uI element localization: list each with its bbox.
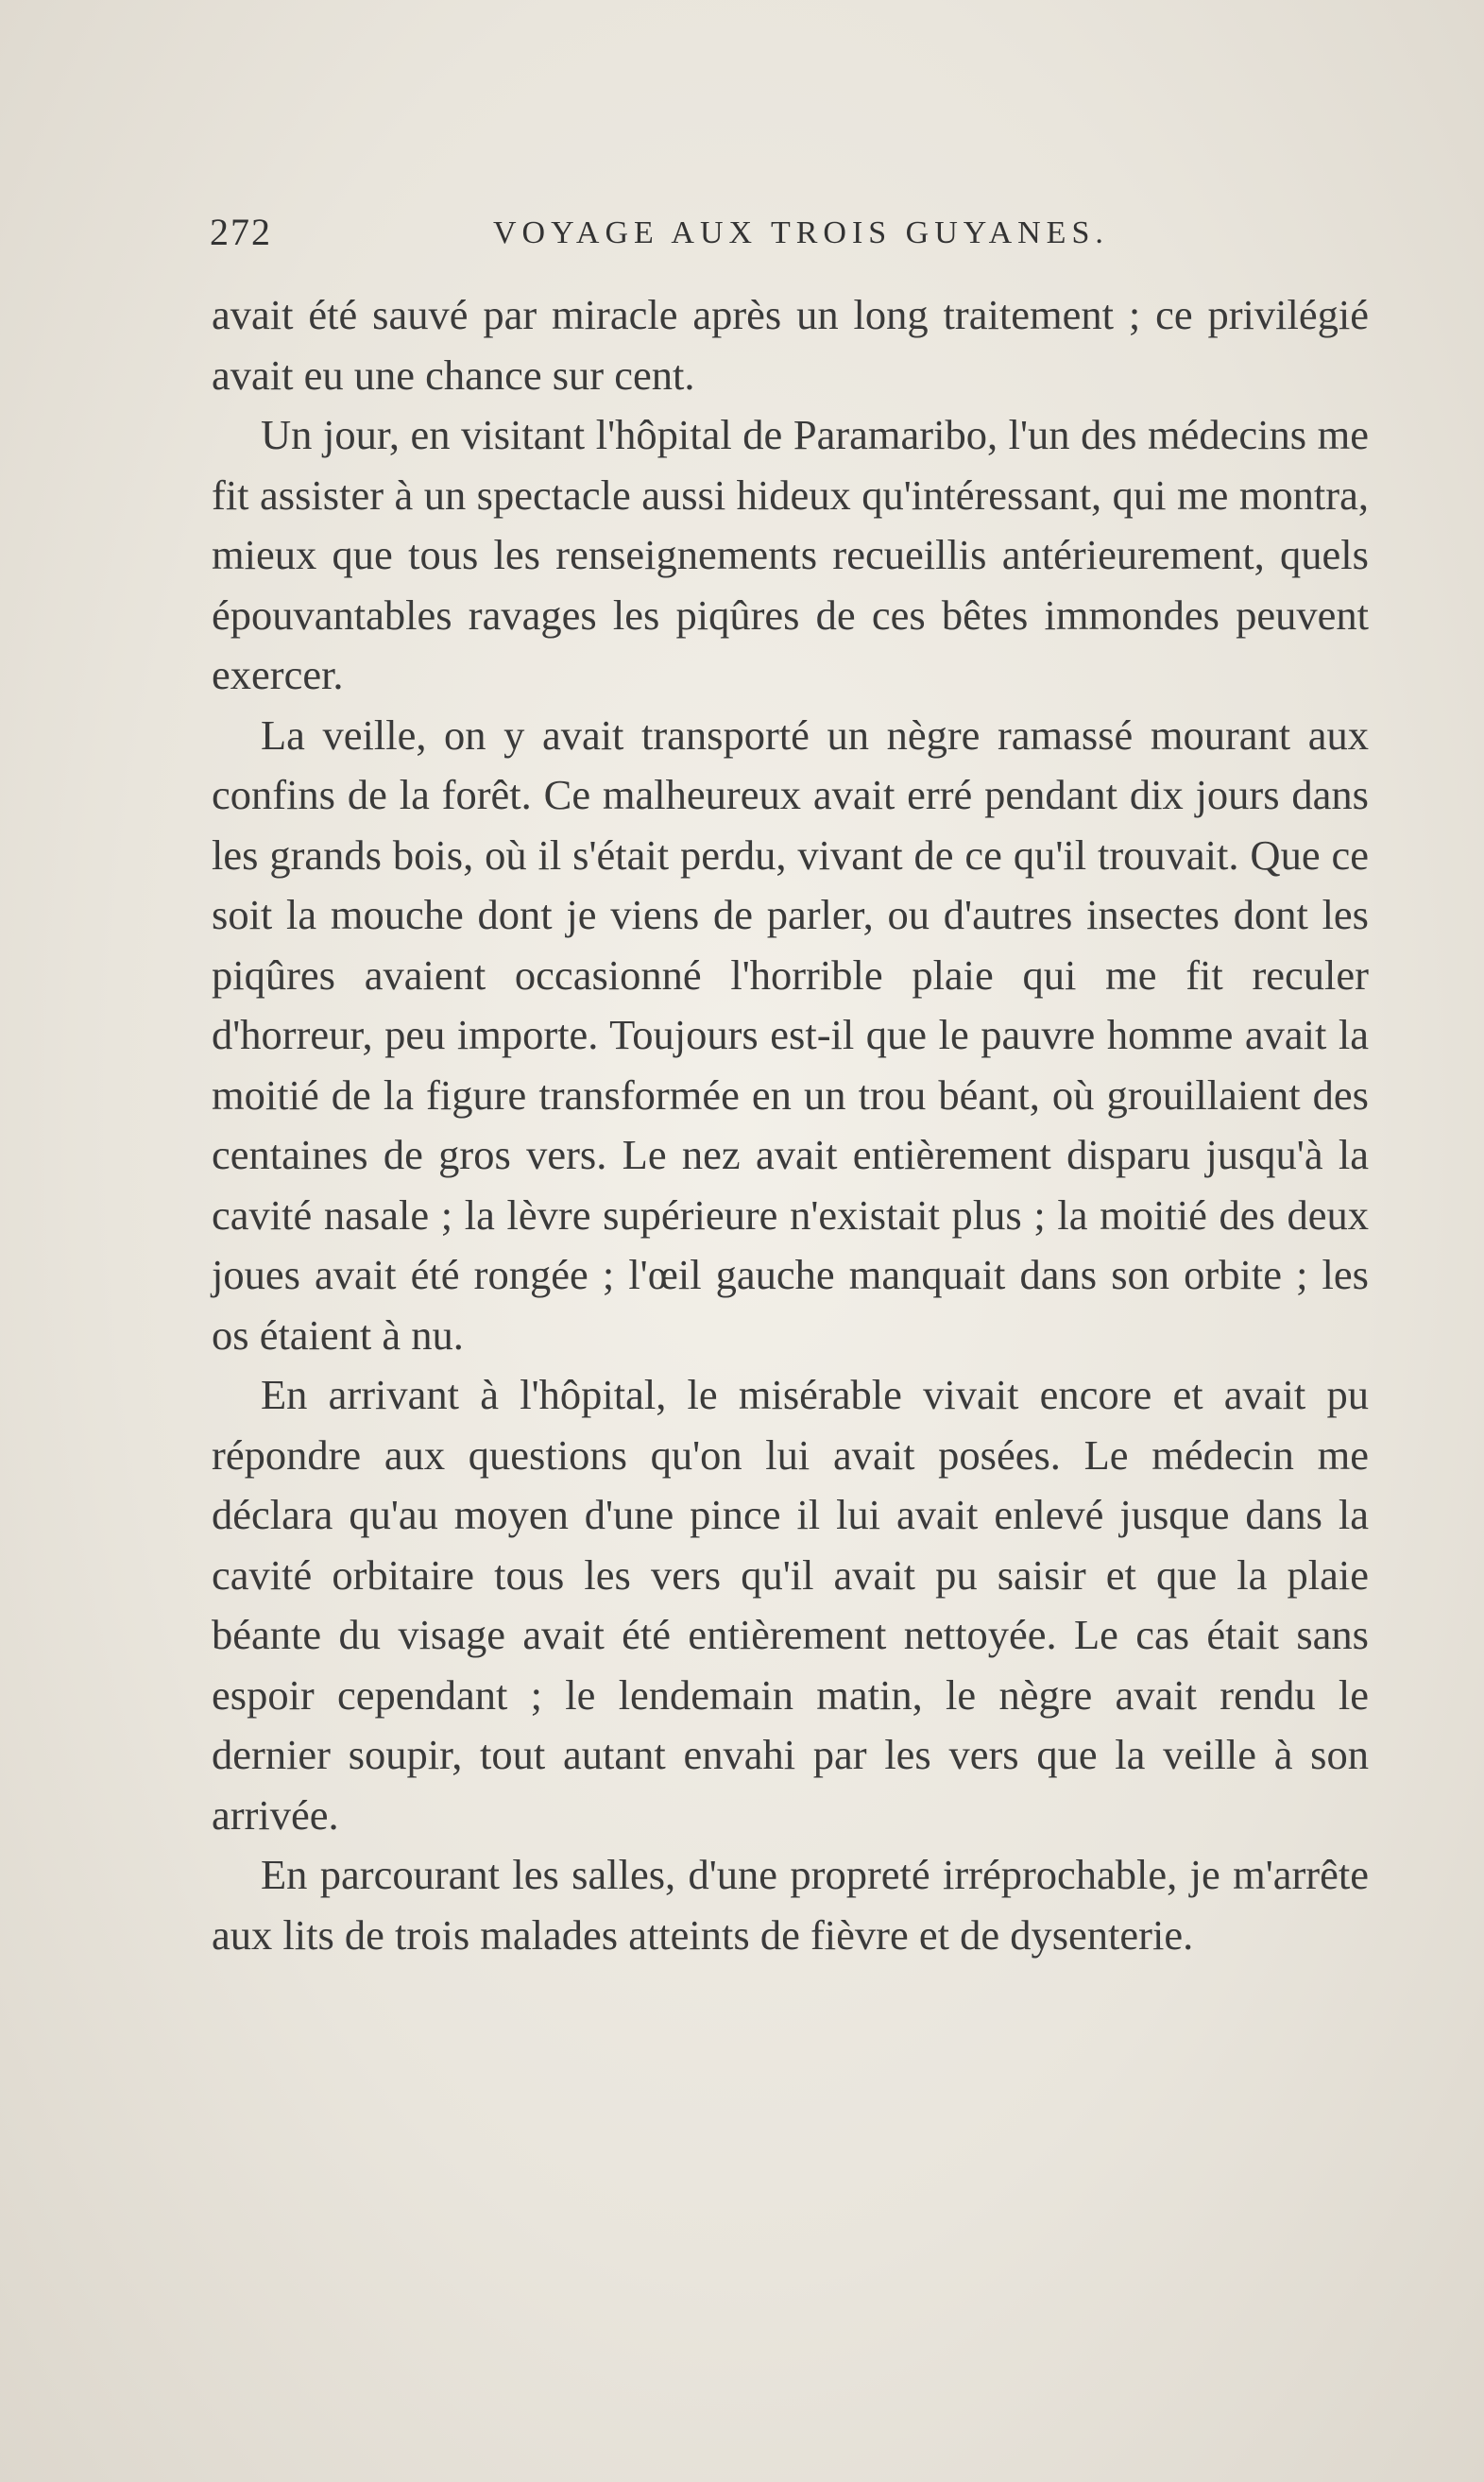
paragraph: En arrivant à l'hôpital, le misérable vivait encore et avait pu répondre aux questions qu'on lui avait posées. Le médecin me déclara qu'au moyen d'une pince il lui avait enlevé jusque dans la cavité orbitaire tous les vers qu'il avait pu saisir et que la plaie béante du visage avait été entièrement nettoyée. Le cas était sans espoir cependant ; le lendemain matin, le nègre avait rendu le dernier soupir, tout autant envahi par les vers que la veille à son arrivée. xyxy=(212,1371,1369,1839)
paragraph: En parcourant les salles, d'une propreté irréprochable, je m'arrête aux lits de trois malades atteints de fièvre et de dysenterie. xyxy=(212,1851,1369,1959)
page-header xyxy=(210,210,1372,266)
page-number: 272 xyxy=(210,211,272,253)
paragraph: La veille, on y avait transporté un nègre ramassé mourant aux confins de la forêt. Ce malheureux avait erré pendant dix jours dans les grands bois, où il s'était perdu, vivant de ce qu'il trouvait. Que ce soit la mouche dont je viens de parler, ou d'autres insectes dont les piqûres avaient occasionné l'horrible plaie qui me fit reculer d'horreur, peu importe. Toujours est-il que le pauvre homme avait la moitié de la figure transformée en un trou béant, où grouillaient des centaines de gros vers. Le nez avait entièrement disparu jusqu'à la cavité nasale ; la lèvre supérieure n'existait plus ; la moitié des deux joues avait été rongée ; l'œil gauche manquait dans son orbite ; les os étaient à nu. xyxy=(212,710,1369,1359)
paragraph: Un jour, en visitant l'hôpital de Paramaribo, l'un des médecins me fit assister à un spectacle aussi hideux qu'intéressant, qui me montra, mieux que tous les renseignements recueillis antérieurement, quels épouvantables ravages les piqûres de ces bêtes immondes peuvent exercer. xyxy=(212,411,1369,698)
running-title: VOYAGE AUX TROIS GUYANES. xyxy=(493,215,1109,250)
body-text xyxy=(212,285,1369,1965)
paragraph-continuation: avait été sauvé par miracle après un long traitement ; ce privilégié avait eu une chance sur cent. xyxy=(212,291,1369,399)
